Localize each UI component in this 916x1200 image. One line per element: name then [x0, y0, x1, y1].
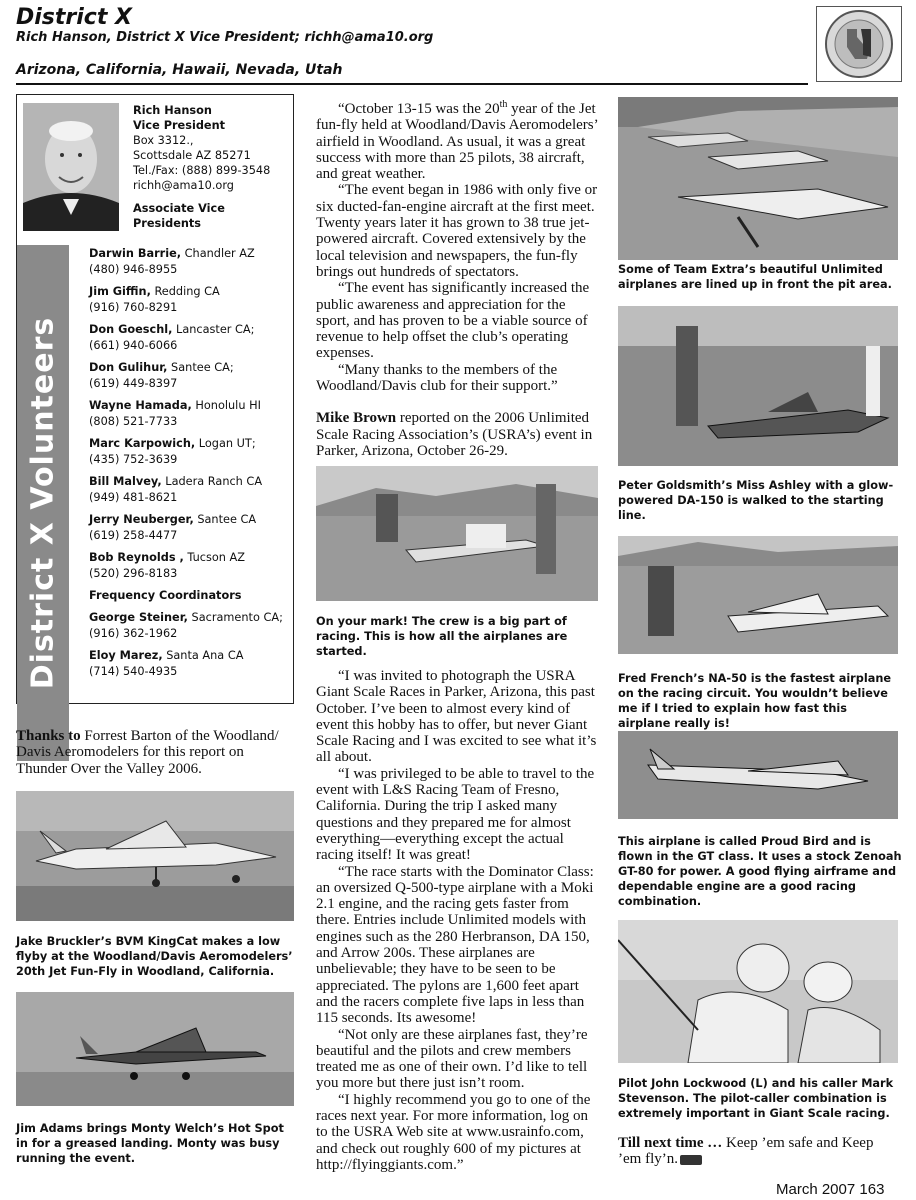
volunteer-entry — [89, 322, 293, 354]
volunteers-box — [16, 94, 294, 704]
paragraph-text: “October 13-15 was the 20 — [338, 101, 500, 117]
volunteer-city: Santee CA — [193, 513, 257, 526]
closing-paragraph — [618, 1135, 900, 1168]
reporter-name: Mike Brown — [316, 410, 397, 427]
volunteer-entry — [89, 360, 293, 392]
header-divider — [16, 83, 808, 85]
volunteer-name: Bob Reynolds , — [89, 551, 184, 564]
na-50-photo — [618, 536, 898, 654]
proud-bird-photo — [618, 731, 898, 819]
volunteer-city: Santee CA; — [167, 361, 234, 374]
volunteer-name: Bill Malvey, — [89, 475, 162, 488]
paragraph: “The event has significantly increased the public awareness and appreciation for the sport, and has proven to be a viable source of revenue to help offset the club’s operating expenses. — [316, 280, 590, 362]
paragraph-text: reported on the 2006 Unlimited Scale Racing Association’s (USRA’s) event in Parker, Arizona, October 26-29. — [316, 410, 593, 459]
coordinator-city: Sacramento CA; — [187, 611, 283, 624]
volunteer-entry — [89, 246, 293, 278]
volunteer-city: Tucson AZ — [183, 551, 245, 564]
volunteer-phone: (520) 296-8183 — [89, 567, 178, 580]
paragraph: “Many thanks to the members of the Woodland/Davis club for their support.” — [316, 361, 558, 395]
volunteer-entry — [89, 398, 293, 430]
miss-ashley-caption: Peter Goldsmith’s Miss Ashley with a glow-powered DA-150 is walked to the starting line. — [618, 479, 894, 522]
frequency-coordinators-heading: Frequency Coordinators — [89, 589, 242, 602]
volunteer-phone: (480) 946-8955 — [89, 263, 178, 276]
volunteer-list — [89, 246, 293, 686]
race-start-crew-photo — [316, 466, 598, 601]
district-x-seal-icon — [816, 6, 902, 82]
vp-title: Vice President — [133, 119, 226, 132]
race-start-caption: On your mark! The crew is a big part of racing. This is how all the airplanes are started. — [316, 615, 568, 658]
paragraph: “I was privileged to be able to travel to the event with L&S Racing Team of Fresno, California. During the trip I asked many questions and they prepared me for almost everything—everything except the actual racing itself! It was great! — [316, 765, 595, 864]
miss-ashley-photo — [618, 306, 898, 466]
district-states: Arizona, California, Hawaii, Nevada, Utah — [16, 62, 343, 78]
thanks-lead: Thanks to — [16, 728, 81, 744]
thanks-text: Forrest Barton of the Woodland/ Davis Aeromodelers for this report on Thunder Over the Valley 2006. — [16, 728, 279, 777]
paragraph — [316, 97, 598, 182]
volunteer-entry — [89, 550, 293, 582]
team-extra-planes-photo — [618, 97, 898, 260]
woodland-report-text — [316, 97, 598, 459]
volunteer-phone: (808) 521-7733 — [89, 415, 178, 428]
volunteer-city: Logan UT; — [195, 437, 256, 450]
volunteer-phone: (661) 940-6066 — [89, 339, 178, 352]
vp-email: richh@ama10.org — [133, 179, 234, 192]
page-title: District X — [16, 5, 132, 30]
volunteer-phone: (435) 752-3639 — [89, 453, 178, 466]
pilot-caller-photo — [618, 920, 898, 1063]
volunteer-phone: (619) 258-4477 — [89, 529, 178, 542]
vp-contact-block — [133, 103, 293, 231]
paragraph: “The event began in 1986 with only five or six ducted-fan-engine aircraft at the first meet. Twenty years later it has grown to 38 true jet-powered aircraft. Covered extensively by the local television and newspapers, the fun-fly brings out hundreds of spectators. — [316, 182, 598, 280]
coordinator-phone: (714) 540-4935 — [89, 665, 178, 678]
team-extra-caption: Some of Team Extra’s beautiful Unlimited airplanes are lined up in front the pit area. — [618, 263, 892, 291]
coordinator-name: Eloy Marez, — [89, 649, 163, 662]
vp-address-line1: Box 3312., — [133, 134, 194, 147]
associate-vp-heading: Associate Vice Presidents — [133, 202, 225, 230]
kingcat-caption: Jake Bruckler’s BVM KingCat makes a low flyby at the Woodland/Davis Aeromodelers’ 20th Jet Fun-Fly in Woodland, California. — [16, 935, 293, 978]
volunteer-city: Ladera Ranch CA — [161, 475, 263, 488]
volunteer-name: Jim Giffin, — [89, 285, 151, 298]
volunteer-phone: (916) 760-8291 — [89, 301, 178, 314]
hot-spot-caption: Jim Adams brings Monty Welch’s Hot Spot in for a greased landing. Monty was busy running the event. — [16, 1122, 284, 1165]
hot-spot-landing-photo — [16, 992, 294, 1106]
paragraph: “I highly recommend you go to one of the races next year. For more information, log on to the USRA Web site at www.usrainfo.com, and check out roughly 600 of my pictures at http://flyinggiants.com.” — [316, 1091, 591, 1173]
paragraph-text: year of the Jet fun-fly held at Woodland/Davis Aeromodelers’ airfield in Woodland. As usual, it was a great success with more than 25 pilots, 38 aircraft, and great weather. — [316, 101, 598, 183]
volunteer-city: Honolulu HI — [191, 399, 261, 412]
volunteer-name: Darwin Barrie, — [89, 247, 182, 260]
volunteer-name: Wayne Hamada, — [89, 399, 192, 412]
closing-lead: Till next time … — [618, 1135, 723, 1151]
paragraph: “The race starts with the Dominator Class: an oversized Q-500-type airplane with a Moki 2.1 engine, and the racing gets faster from there. Entries include Unlimited models with engines such as the 280 Herbranson, DA 150, and Arrow 200s. These airplanes are unbelievable; they have to be seen to be appreciated. The pylons are 1,600 feet apart and the racers complete five laps in less than 115 seconds. Its awesome! — [316, 863, 594, 1027]
volunteers-side-title: District X Volunteers — [25, 316, 61, 690]
paragraph — [316, 410, 598, 459]
volunteer-phone: (949) 481-8621 — [89, 491, 178, 504]
closing-text: Keep ’em safe and Keep ’em fly’n. — [618, 1135, 874, 1168]
coordinator-name: George Steiner, — [89, 611, 188, 624]
coordinator-phone: (916) 362-1962 — [89, 627, 178, 640]
ama-sign-off-icon — [680, 1155, 702, 1165]
page-footer: March 2007 163 — [776, 1181, 885, 1198]
vp-address-line2: Scottsdale AZ 85271 — [133, 149, 251, 162]
na-50-caption: Fred French’s NA-50 is the fastest airplane on the racing circuit. You wouldn’t believe me if I tried to explain how fast this airplane really is! — [618, 672, 892, 730]
pilot-caller-caption: Pilot John Lockwood (L) and his caller Mark Stevenson. The pilot-caller combination is extremely important in Giant Scale racing. — [618, 1077, 894, 1120]
paragraph: “Not only are these airplanes fast, they’re beautiful and the pilots and crew members treated me as one of their own. I’d like to tell you more but there just isn’t room. — [316, 1026, 588, 1092]
page-subtitle: Rich Hanson, District X Vice President; richh@ama10.org — [16, 30, 434, 45]
ordinal-suffix: th — [499, 99, 508, 110]
volunteer-entry — [89, 512, 293, 544]
volunteer-name: Don Goeschl, — [89, 323, 173, 336]
volunteer-phone: (619) 449-8397 — [89, 377, 178, 390]
vp-name: Rich Hanson — [133, 104, 212, 117]
proud-bird-caption: This airplane is called Proud Bird and is flown in the GT class. It uses a stock Zenoah GT-80 for power. A good flying airframe and dependable engine are a good racing combination. — [618, 835, 902, 908]
kingcat-jet-photo — [16, 791, 294, 921]
volunteer-entry — [89, 436, 293, 468]
coordinator-city: Santa Ana CA — [162, 649, 244, 662]
volunteer-city: Redding CA — [150, 285, 220, 298]
volunteers-side-banner — [17, 245, 69, 761]
volunteer-name: Don Gulihur, — [89, 361, 168, 374]
vp-phone: Tel./Fax: (888) 899-3548 — [133, 164, 271, 177]
vp-portrait-photo — [23, 103, 119, 231]
volunteer-entry — [89, 284, 293, 316]
volunteer-name: Marc Karpowich, — [89, 437, 196, 450]
volunteer-city: Lancaster CA; — [172, 323, 255, 336]
volunteer-city: Chandler AZ — [181, 247, 255, 260]
volunteer-name: Jerry Neuberger, — [89, 513, 194, 526]
volunteer-entry — [89, 474, 293, 506]
mike-brown-report-text — [316, 668, 598, 1173]
coordinator-entry — [89, 648, 293, 680]
paragraph: “I was invited to photograph the USRA Giant Scale Races in Parker, Arizona, this past October. I’ve been to almost every kind of event this hobby has to offer, but never Giant Scale Racing and I was excited to see what it’s all about. — [316, 668, 597, 766]
coordinator-entry — [89, 610, 293, 642]
thanks-paragraph — [16, 728, 294, 777]
